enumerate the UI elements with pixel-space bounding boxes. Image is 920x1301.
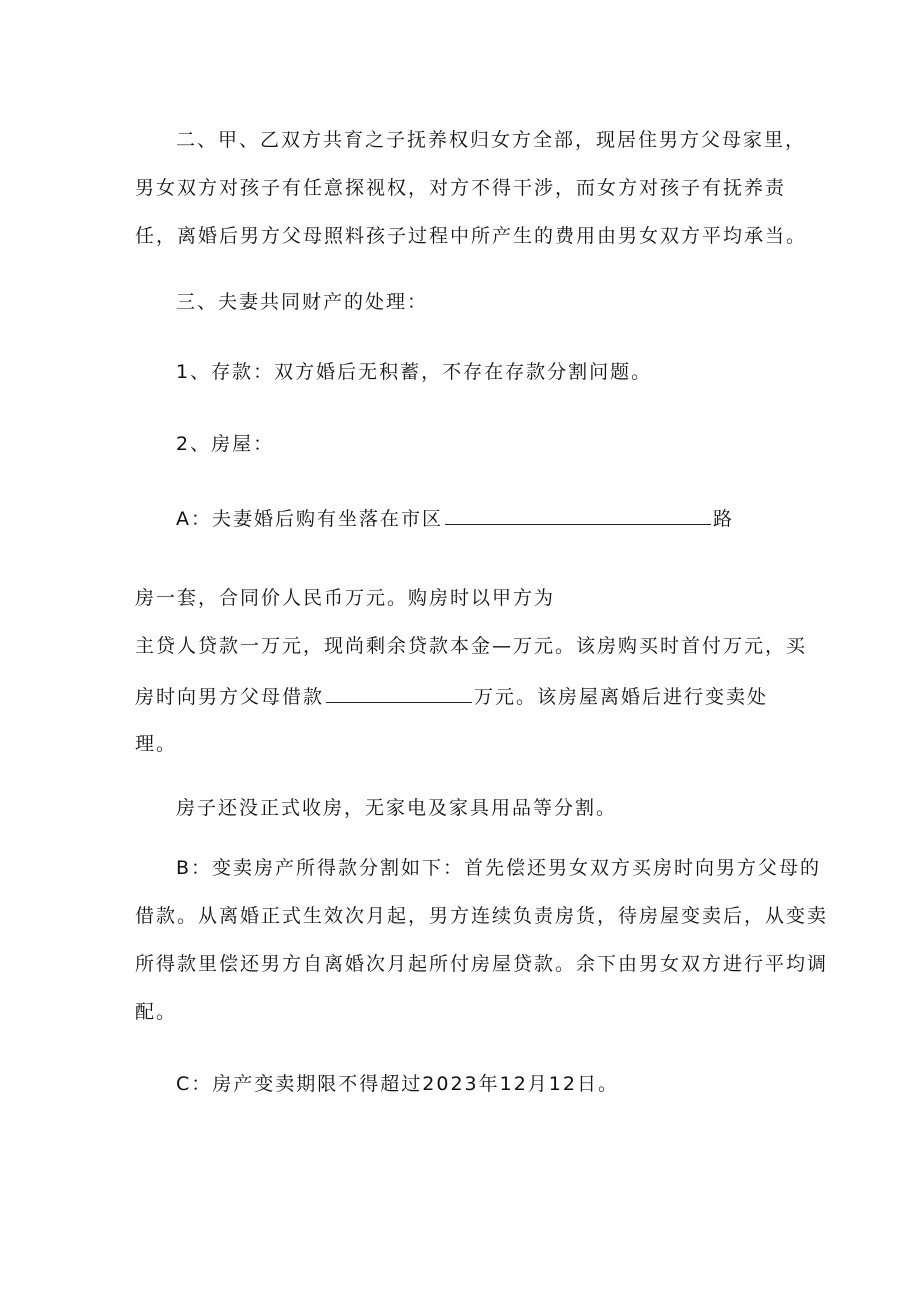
custody-line-1: 二、甲、乙双方共育之子抚养权归女方全部，现居住男方父母家里， xyxy=(176,129,807,151)
item-c-line: C：房产变卖期限不得超过2023年12月12日。 xyxy=(176,1073,619,1095)
custody-line-3: 任，离婚后男方父母照料孩子过程中所产生的费用由男女双方平均承当。 xyxy=(135,225,808,247)
road-blank-field xyxy=(445,506,711,525)
house-detail-line-2: 主贷人贷款一万元，现尚剩余贷款本金—万元。该房购买时首付万元，买 xyxy=(135,635,808,657)
house-detail-line-1: 房一套，合同价人民币万元。购房时以甲方为 xyxy=(135,587,556,609)
custody-line-2: 男女双方对孩子有任意探视权，对方不得干涉，而女方对孩子有抚养责 xyxy=(135,177,787,199)
item-a-prefix: A：夫妻婚后购有坐落在市区 xyxy=(176,508,443,530)
house-item: 2、房屋： xyxy=(176,433,275,455)
item-b-line-4: 配。 xyxy=(135,1001,178,1023)
house-detail-line-3 xyxy=(135,684,768,709)
item-a-suffix: 路 xyxy=(713,508,735,530)
property-heading: 三、夫妻共同财产的处理： xyxy=(176,291,429,313)
item-b-line-2: 借款。从离婚正式生效次月起，男方连续负责房货，待房屋变卖后，从变卖 xyxy=(135,905,829,927)
item-b-line-1: B：变卖房产所得款分割如下：首先偿还男女双方买房时向男方父母的 xyxy=(176,857,822,879)
house-detail-line-4: 理。 xyxy=(135,733,178,755)
item-b-line-3: 所得款里偿还男方自离婚次月起所付房屋贷款。余下由男女双方进行平均调 xyxy=(135,953,829,975)
loan-prefix: 房时向男方父母借款 xyxy=(135,686,325,708)
savings-item: 1、存款：双方婚后无积蓄，不存在存款分割问题。 xyxy=(176,361,653,383)
loan-suffix: 万元。该房屋离婚后进行变卖处 xyxy=(474,686,769,708)
item-a-line xyxy=(176,506,734,531)
no-furniture-note: 房子还没正式收房，无家电及家具用品等分割。 xyxy=(176,797,618,819)
loan-blank-field xyxy=(326,684,472,703)
